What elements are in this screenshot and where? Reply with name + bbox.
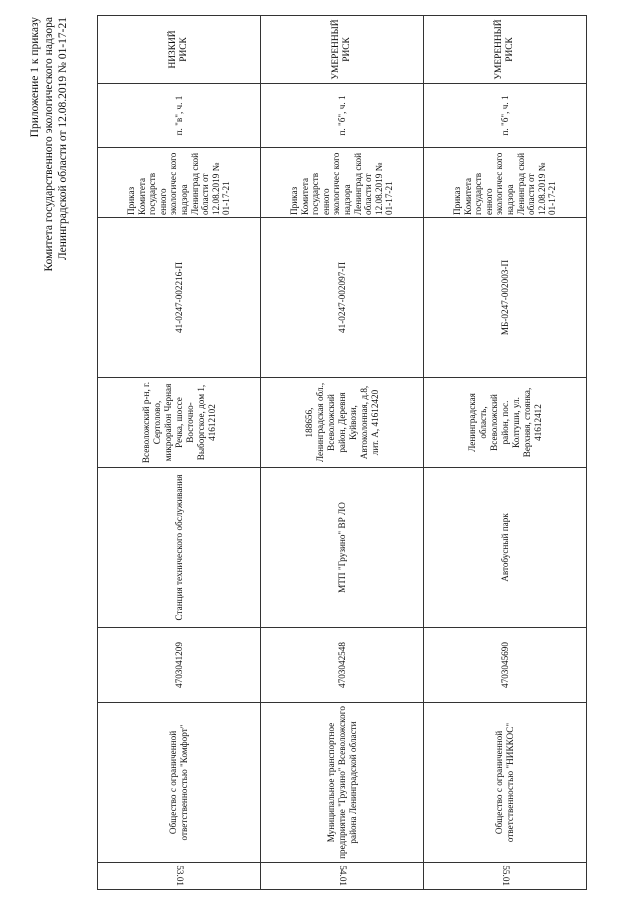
object-code: 41-0247-002216-П <box>98 218 261 378</box>
inn-cell: 4703041209 <box>98 628 261 703</box>
risk-category: НИЗКИЙ РИСК <box>98 16 261 84</box>
row-number: 55.01 <box>424 863 587 890</box>
table-row <box>98 16 261 890</box>
objects-table <box>97 15 587 890</box>
table-row <box>424 16 587 890</box>
appendix-caption <box>28 17 70 377</box>
criteria-basis: п. "б", ч. 1 <box>424 84 587 148</box>
object-name: Станция технического обслуживания <box>98 468 261 628</box>
table-row <box>261 16 424 890</box>
criteria-basis: п. "б", ч. 1 <box>261 84 424 148</box>
object-address: 188656, Ленинградская обл., Всеволожский район, Деревня Куйвози, Автоколонная, д.8, лит. А, 41612420 <box>261 378 424 468</box>
object-name: Автобусный парк <box>424 468 587 628</box>
inn-cell: 4703042548 <box>261 628 424 703</box>
object-address: Всеволожский р-н, г. Сертолово, микрорайон Черная Речка, шоссе Восточно-Выборгское, дом 1, 41612102 <box>98 378 261 468</box>
order-reference: Приказ Комитета государств енного экологичес кого надзора Ленинград ской области от 12.08.2019 № 01-17-21 <box>424 148 587 218</box>
criteria-basis: п. "в", ч. 1 <box>98 84 261 148</box>
organization-name: Общество с ограниченной ответственностью "Комфорт" <box>98 703 261 863</box>
object-name: МТП "Грузино" ВР ЛО <box>261 468 424 628</box>
order-reference: Приказ Комитета государств енного экологичес кого надзора Ленинград ской области от 12.08.2019 № 01-17-21 <box>261 148 424 218</box>
caption-line: Приложение 1 к приказу <box>29 17 41 138</box>
object-code: МБ-0247-002003-П <box>424 218 587 378</box>
object-address: Ленинградская область, Всеволожский район, пос. Колтуши, ул. Верхняя, стоянка, 41612412 <box>424 378 587 468</box>
caption-line: Ленинградской области от 12.08.2019 № 01-17-21 <box>57 17 69 261</box>
organization-name: Общество с ограниченной ответственностью "НИККОС" <box>424 703 587 863</box>
caption-line: Комитета государственного экологического надзора <box>43 17 55 272</box>
inn-cell: 4703045690 <box>424 628 587 703</box>
risk-category: УМЕРЕННЫЙ РИСК <box>261 16 424 84</box>
organization-name: Муниципальное транспортное предприятие "Грузино" Всеволожского района Ленинградской области <box>261 703 424 863</box>
row-number: 53.01 <box>98 863 261 890</box>
row-number: 54.01 <box>261 863 424 890</box>
object-code: 41-0247-002097-П <box>261 218 424 378</box>
risk-category: УМЕРЕННЫЙ РИСК <box>424 16 587 84</box>
order-reference: Приказ Комитета государств енного экологичес кого надзора Ленинград ской области от 12.08.2019 № 01-17-21 <box>98 148 261 218</box>
